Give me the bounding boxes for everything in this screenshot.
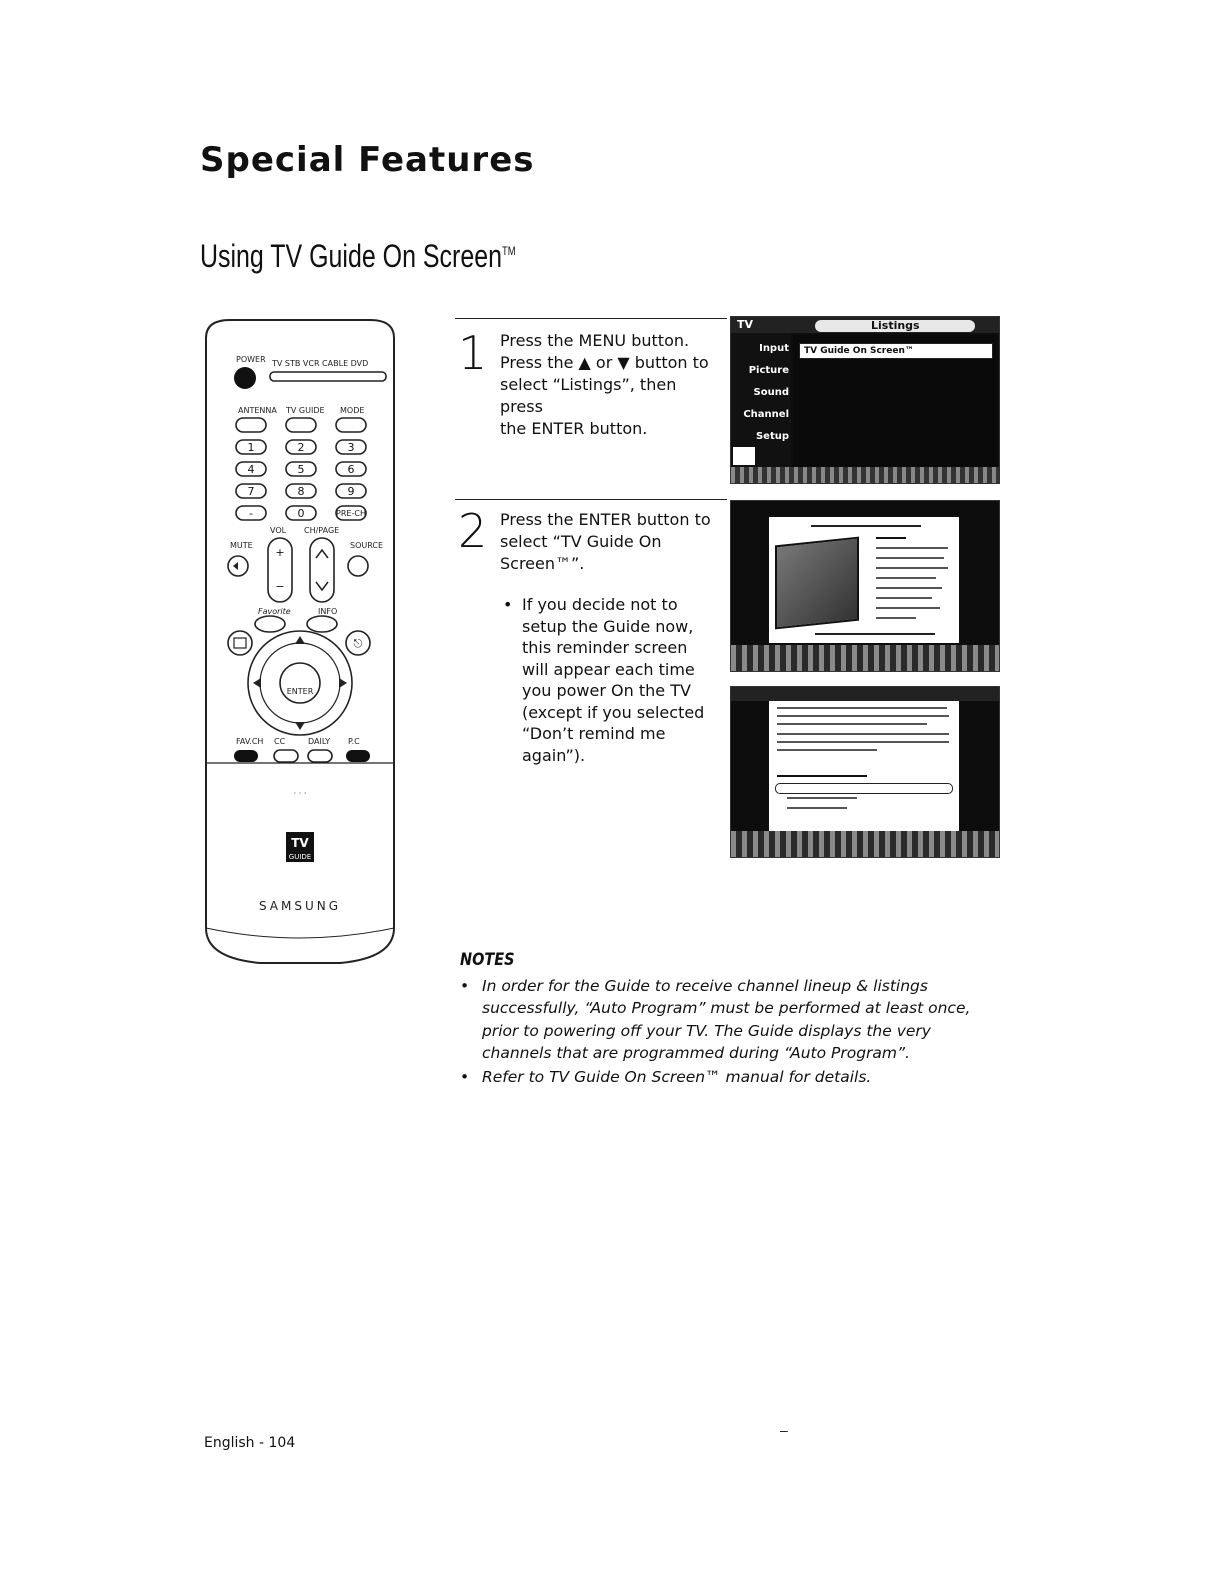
step-1-rule [455, 318, 727, 319]
step-2-bullet-line: If you decide not to [522, 595, 678, 614]
step-2-line: select “TV Guide On [500, 532, 662, 551]
osd-menu-channel[interactable]: Channel [743, 409, 789, 420]
osd-menu-setup[interactable]: Setup [755, 431, 789, 442]
info-label: INFO [318, 607, 338, 616]
welcome-screenshot [730, 500, 1000, 672]
note-line: channels that are programmed during “Auto Program”. [482, 1043, 910, 1062]
step-2-bullet [522, 594, 722, 766]
step-2-bullet-line: setup the Guide now, [522, 616, 694, 636]
vol-up-icon: + [275, 546, 285, 559]
mode-selector[interactable] [270, 372, 386, 381]
sensor-dots: · · · [293, 789, 307, 798]
step-1-line: the ENTER button. [500, 419, 648, 438]
ch-label: CH/PAGE [304, 526, 340, 535]
note-line: Refer to TV Guide On Screen™ manual for details. [482, 1068, 872, 1086]
tvguide-button[interactable] [286, 418, 316, 432]
digit-8-label: 8 [297, 485, 305, 498]
antenna-button[interactable] [236, 418, 266, 432]
section-title: Special Features [200, 140, 535, 180]
dash-label: - [249, 507, 253, 520]
tv-set-illustration [775, 537, 859, 630]
remote-control-illustration [200, 318, 400, 968]
enter-label: ENTER [286, 687, 314, 696]
daily-label: DAILY [308, 737, 331, 746]
step-1-line: Press the ▲ or ▼ button to [500, 353, 709, 372]
pc-button[interactable] [346, 750, 370, 762]
enter-button[interactable] [280, 663, 320, 703]
osd-footer-bar [731, 467, 999, 483]
step-2-line: Screen™”. [500, 554, 585, 573]
cc-label: CC [274, 737, 286, 746]
tv-guide-menu-icon [733, 447, 755, 465]
step-2-text [500, 509, 720, 575]
digit-6-label: 6 [347, 463, 355, 476]
osd-menu-input[interactable]: Input [759, 343, 789, 354]
step-2-bullet-dot: • [503, 595, 513, 614]
step-2-bullet-line: (except if you selected [522, 702, 705, 722]
digit-1-label: 1 [247, 441, 255, 454]
cc-button[interactable] [274, 750, 298, 762]
step-1-line: Press the MENU button. [500, 331, 690, 350]
osd-menu-sound[interactable]: Sound [753, 387, 789, 398]
step-2-line: Press the ENTER button to [500, 510, 711, 529]
channel-rocker[interactable] [310, 538, 334, 602]
reminder-screenshot [730, 686, 1000, 858]
setup-option-highlight[interactable] [775, 783, 953, 794]
antenna-label: ANTENNA [238, 406, 277, 415]
favorite-button[interactable] [255, 616, 285, 632]
digit-7-label: 7 [247, 485, 255, 498]
osd-listings-screenshot [730, 316, 1000, 484]
digit-9-label: 9 [347, 485, 355, 498]
power-button[interactable] [234, 367, 256, 389]
note-line: successfully, “Auto Program” must be performed at least once, [482, 999, 971, 1018]
info-button[interactable] [307, 616, 337, 632]
favorite-label: Favorite [258, 607, 291, 616]
osd-menu-picture[interactable]: Picture [748, 365, 789, 376]
osd-header-left: TV [737, 318, 754, 331]
tv-guide-logo-line1: TV [291, 836, 309, 850]
welcome-footer-bar [731, 645, 999, 671]
note-line: prior to powering off your TV. The Guide displays the very [482, 1021, 931, 1040]
digit-0-label: 0 [297, 507, 305, 520]
step-1-number: 1 [458, 326, 488, 380]
step-2-rule [455, 499, 727, 500]
tvguide-label: TV GUIDE [286, 406, 325, 415]
step-1-line: select “Listings”, then press [500, 375, 677, 416]
mode-labels: TV STB VCR CABLE DVD [272, 359, 369, 368]
osd-header-title: Listings [871, 319, 920, 332]
pc-label: P.C [348, 737, 360, 746]
page-number: English - 104 [204, 1435, 296, 1451]
note-item [460, 1066, 990, 1088]
source-button[interactable] [348, 556, 368, 576]
prech-label: PRE-CH [336, 509, 366, 518]
osd-listing-item[interactable]: TV Guide On Screen™ [799, 343, 993, 359]
tv-guide-logo-line2: GUIDE [288, 853, 312, 861]
menu-button[interactable] [228, 631, 252, 655]
note-line: In order for the Guide to receive channel lineup & listings [482, 977, 928, 995]
note-bullet: • [460, 1068, 470, 1086]
digit-4-label: 4 [247, 463, 255, 476]
digit-3-label: 3 [347, 441, 355, 454]
step-2-bullet-line: will appear each time [522, 659, 695, 679]
page-heading-text: Using TV Guide On Screen [200, 238, 502, 274]
source-label: SOURCE [350, 541, 384, 550]
trademark-mark: TM [501, 244, 516, 258]
notes-title: NOTES [460, 950, 515, 970]
step-1-text [500, 330, 720, 440]
exit-icon: ⎋ [353, 637, 363, 650]
mode-label: MODE [340, 406, 365, 415]
power-label: POWER [236, 355, 266, 364]
digit-5-label: 5 [297, 463, 305, 476]
tv-guide-logo [286, 832, 314, 862]
digit-2-label: 2 [297, 441, 305, 454]
step-2-bullet-line: this reminder screen [522, 638, 688, 657]
step-2-number: 2 [458, 504, 488, 558]
step-2-bullet-line: again”). [522, 745, 586, 765]
mute-label: MUTE [230, 541, 253, 550]
daily-button[interactable] [308, 750, 332, 762]
footer-dash: – [780, 1422, 788, 1438]
brand-logo: SAMSUNG [258, 899, 342, 913]
step-2-bullet-line: “Don’t remind me [522, 724, 666, 743]
step-2-bullet-line: you power On the TV [522, 681, 691, 700]
note-bullet: • [460, 977, 470, 995]
favch-label: FAV.CH [236, 737, 264, 746]
vol-down-icon: − [275, 580, 285, 593]
reminder-footer-bar [731, 831, 999, 857]
favch-button[interactable] [234, 750, 258, 762]
page-heading [200, 238, 515, 275]
note-item [460, 975, 990, 1064]
vol-label: VOL [270, 526, 287, 535]
mode-button[interactable] [336, 418, 366, 432]
